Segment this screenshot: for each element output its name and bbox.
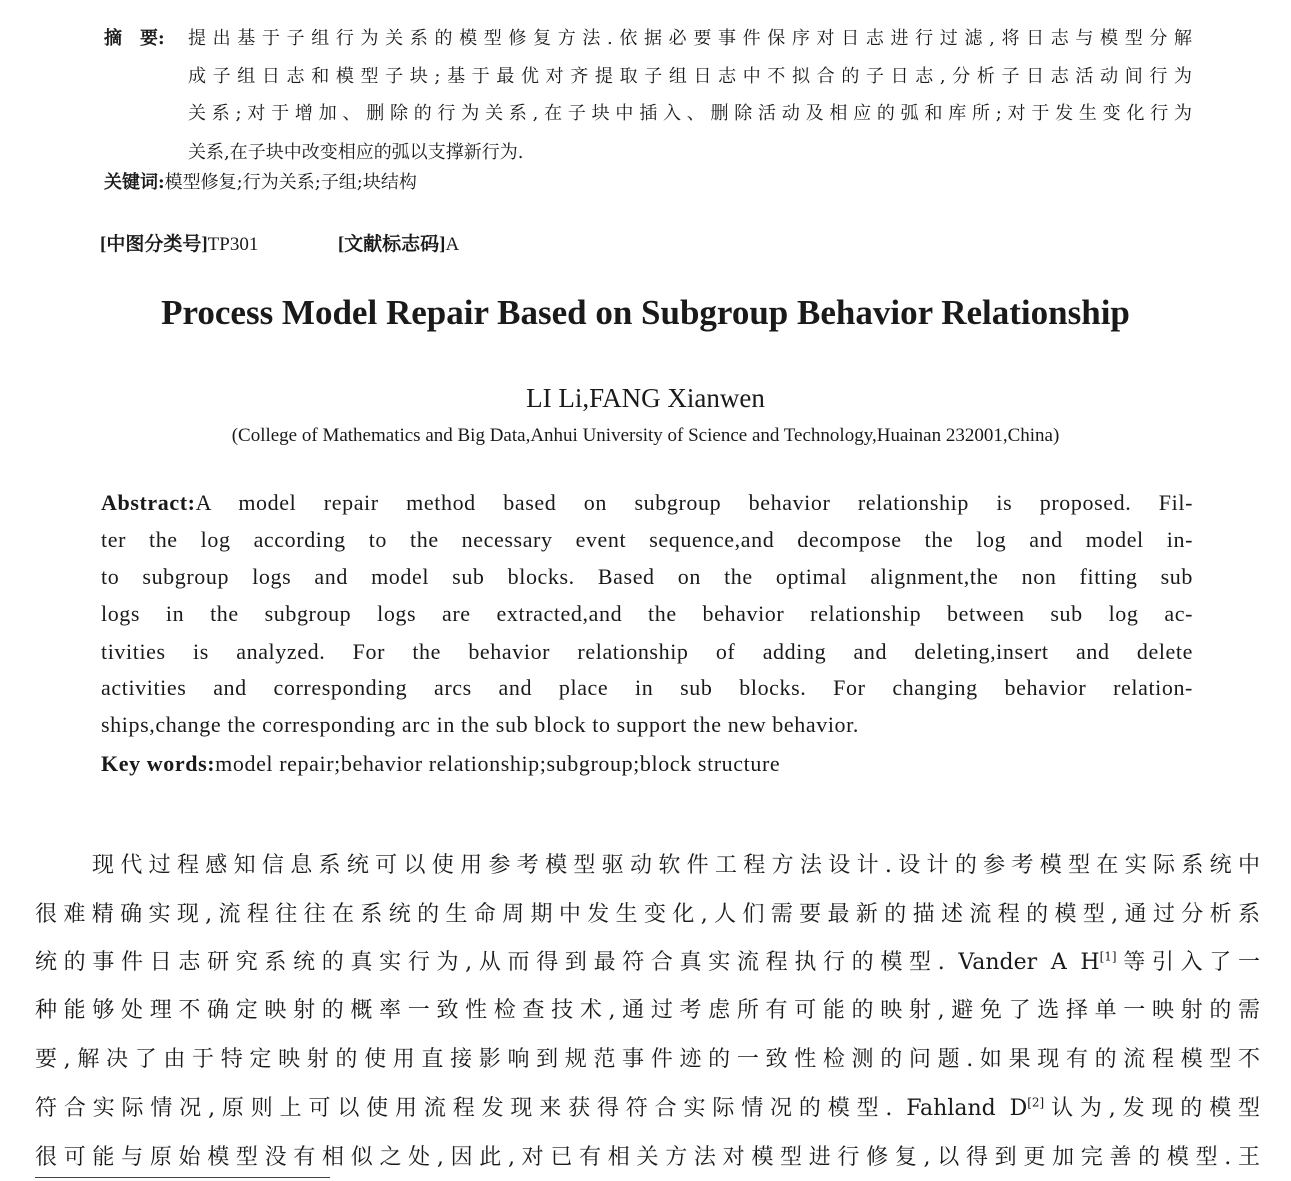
en-abstract-line: to subgroup logs and model sub blocks. Based on the optimal alignment,the non fitting sub [101,564,1193,589]
body-line: 现代过程感知信息系统可以使用参考模型驱动软件工程方法设计.设计的参考模型在实际系统中 [92,853,1260,878]
cn-abstract-label: 摘 要: [104,28,165,49]
cn-abstract-line: 关系;对于增加、删除的行为关系,在子块中插入、删除活动及相应的弧和库所;对于发生变化行为 [188,103,1192,124]
authors: LI Li,FANG Xianwen [526,383,765,413]
cn-keywords-text: 模型修复;行为关系;子组;块结构 [164,172,417,193]
en-abstract-label: Abstract: [101,490,196,515]
classification-codes [100,229,459,256]
clc-label: [中图分类号] [100,234,208,255]
affiliation: (College of Mathematics and Big Data,Anhui University of Science and Technology,Huainan 232001,China) [231,425,1060,446]
en-keywords [101,751,1193,777]
en-abstract-text: A model repair method based on subgroup behavior relationship is proposed. Fil- [195,490,1193,515]
body-line: 很可能与原始模型没有相似之处,因此,对已有相关方法对模型进行修复,以得到更加完善的模型.王 [35,1145,1260,1170]
en-abstract-line: logs in the subgroup logs are extracted,and the behavior relationship between sub log ac- [101,601,1193,626]
body-line: 很难精确实现,流程往往在系统的生命周期中发生变化,人们需要最新的描述流程的模型,通过分析系 [35,902,1260,927]
en-abstract-line: activities and corresponding arcs and place in sub blocks. For changing behavior relation- [101,675,1193,700]
en-abstract-line: ships,change the corresponding arc in the sub block to support the new behavior. [101,712,859,737]
en-keywords-label: Key words: [101,751,216,776]
body-line: 种能够处理不确定映射的概率一致性检查技术,通过考虑所有可能的映射,避免了选择单一映射的需 [35,998,1260,1023]
paper-title: Process Model Repair Based on Subgroup Behavior Relationship [161,293,1130,332]
cn-keywords [104,168,417,194]
footnote-divider [35,1177,330,1178]
cn-abstract-line: 提出基于子组行为关系的模型修复方法.依据必要事件保序对日志进行过滤,将日志与模型分解 [188,28,1192,49]
citation[interactable]: [2] [1027,1095,1045,1110]
clc-code: TP301 [207,234,259,255]
cn-abstract-line: 关系,在子块中改变相应的弧以支撑新行为. [188,142,524,163]
cn-abstract-line: 成子组日志和模型子块;基于最优对齐提取子组日志中不拟合的子日志,分析子日志活动间行为 [188,66,1192,87]
doc-code: A [445,234,460,255]
en-keywords-text: model repair;behavior relationship;subgroup;block structure [215,751,781,776]
doc-code-label: [文献标志码] [337,234,446,255]
body-text: 等引入了一 [1116,950,1260,975]
body-line [35,1091,1260,1122]
body-text: 符合实际情况,原则上可以使用流程发现来获得符合实际情况的模型. Fahland D [35,1096,1028,1121]
body-text: 统的事件日志研究系统的真实行为,从而得到最符合真实流程执行的模型. Vander A H [35,950,1100,975]
en-abstract-line: ter the log according to the necessary event sequence,and decompose the log and model in- [101,527,1193,552]
body-line: 要,解决了由于特定映射的使用直接影响到规范事件迹的一致性检测的问题.如果现有的流程模型不 [35,1047,1260,1072]
body-line [35,945,1260,976]
citation[interactable]: [1] [1099,949,1117,964]
cn-keywords-label: 关键词: [104,172,165,193]
en-abstract-line: tivities is analyzed. For the behavior relationship of adding and deleting,insert and delete [101,639,1193,664]
en-abstract-line [101,490,1193,516]
body-text: 认为,发现的模型 [1044,1096,1260,1121]
